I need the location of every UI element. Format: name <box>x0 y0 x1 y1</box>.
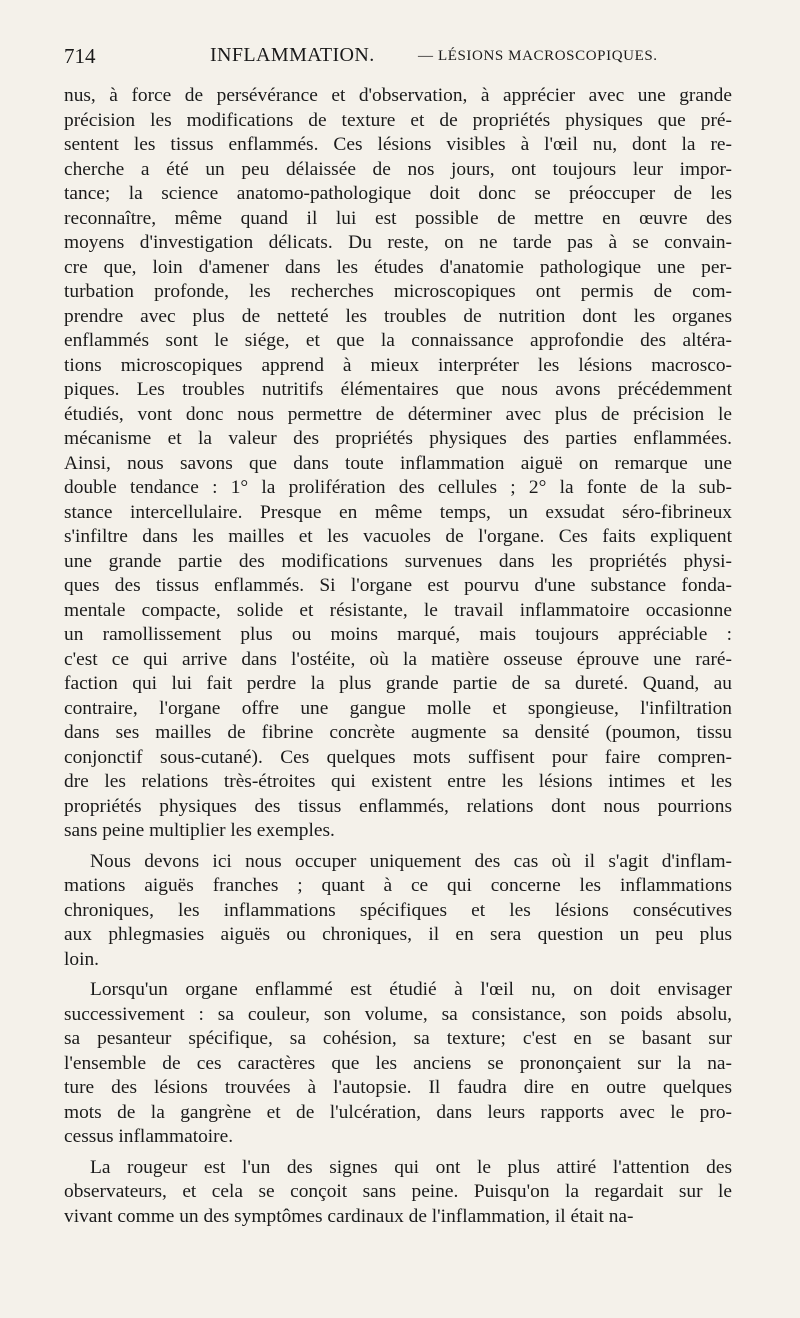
page-number: 714 <box>64 44 96 68</box>
text-line: chroniques, les inflammations spécifiques et les lésions consécutives <box>64 899 732 921</box>
text-line: cherche a été un peu délaissée de nos jours, ont toujours leur impor- <box>64 158 732 180</box>
text-line: précision les modifications de texture et de propriétés physiques que pré- <box>64 109 732 131</box>
text-line: faction qui lui fait perdre la plus grande partie de sa dureté. Quand, au <box>64 673 732 694</box>
running-header <box>64 44 732 76</box>
text-line: enflammés sont le siége, et que la connaissance approfondie des altéra- <box>64 330 732 351</box>
text-line: mécanisme et la valeur des propriétés physiques des parties enflammées. <box>64 428 732 449</box>
text-line: conjonctif sous-cutané). Ces quelques mots suffisent pour faire compren- <box>64 746 732 768</box>
text-line: Nous devons ici nous occuper uniquement des cas où il s'agit d'inflam- <box>90 850 732 872</box>
text-line: un ramollissement plus ou moins marqué, mais toujours appréciable : <box>64 624 732 645</box>
running-title: INFLAMMATION. <box>210 44 375 66</box>
text-line: moyens d'investigation délicats. Du reste, on ne tarde pas à se convain- <box>64 232 732 253</box>
text-line: mots de la gangrène et de l'ulcération, dans leurs rapports avec le pro- <box>64 1101 732 1123</box>
text-line: nus, à force de persévérance et d'observation, à apprécier avec une grande <box>64 85 732 106</box>
text-line: Ainsi, nous savons que dans toute inflammation aiguë on remarque une <box>64 452 732 474</box>
text-line: étudiés, vont donc nous permettre de déterminer avec plus de précision le <box>64 403 732 425</box>
text-line: reconnaître, même quand il lui est possible de mettre en œuvre des <box>64 207 732 229</box>
text-line: sans peine multiplier les exemples. <box>64 820 335 841</box>
text-line: l'ensemble de ces caractères que les anciens se prononçaient sur la na- <box>64 1052 732 1074</box>
text-line: s'infiltre dans les mailles et les vacuoles de l'organe. Ces faits expliquent <box>64 526 732 547</box>
text-line: sa pesanteur spécifique, sa cohésion, sa texture; c'est en se basant sur <box>64 1028 732 1049</box>
text-line: sentent les tissus enflammés. Ces lésions visibles à l'œil nu, dont la re- <box>64 134 732 155</box>
paragraph <box>64 978 732 1150</box>
body-text <box>64 84 732 1229</box>
text-line: La rougeur est l'un des signes qui ont le plus attiré l'attention des <box>90 1156 732 1178</box>
text-line: observateurs, et cela se conçoit sans peine. Puisqu'on la regardait sur le <box>64 1181 732 1202</box>
text-line: turbation profonde, les recherches microscopiques ont permis de com- <box>64 281 732 302</box>
text-line: c'est ce qui arrive dans l'ostéite, où la matière osseuse éprouve une raré- <box>64 648 732 670</box>
text-line: dre les relations très-étroites qui existent entre les lésions intimes et les <box>64 771 732 792</box>
running-subtitle: — LÉSIONS MACROSCOPIQUES. <box>418 48 658 64</box>
text-line: prendre avec plus de netteté les troubles de nutrition dont les organes <box>64 305 732 327</box>
text-line: une grande partie des modifications survenues dans les propriétés physi- <box>64 550 732 572</box>
paragraph <box>64 84 732 844</box>
text-line: Lorsqu'un organe enflammé est étudié à l'œil nu, on doit envisager <box>90 979 732 1000</box>
text-line: tance; la science anatomo-pathologique doit donc se préoccuper de les <box>64 183 732 204</box>
text-line: double tendance : 1° la prolifération des cellules ; 2° la fonte de la sub- <box>64 477 732 498</box>
text-line: cre que, loin d'amener dans les études d'anatomie pathologique une per- <box>64 256 732 278</box>
text-line: aux phlegmasies aiguës ou chroniques, il en sera question un peu plus <box>64 924 732 945</box>
text-line: successivement : sa couleur, son volume, sa consistance, son poids absolu, <box>64 1003 732 1025</box>
text-line: mations aiguës franches ; quant à ce qui concerne les inflammations <box>64 875 732 896</box>
text-line: loin. <box>64 948 100 970</box>
text-line: dans ses mailles de fibrine concrète augmente sa densité (poumon, tissu <box>64 722 732 743</box>
text-line: vivant comme un des symptômes cardinaux de l'inflammation, il était na- <box>64 1205 634 1227</box>
text-line: ture des lésions trouvées à l'autopsie. Il faudra dire en outre quelques <box>64 1077 732 1098</box>
text-line: ques des tissus enflammés. Si l'organe est pourvu d'une substance fonda- <box>64 575 732 596</box>
text-line: tions microscopiques apprend à mieux interpréter les lésions macrosco- <box>64 354 732 376</box>
text-line: piques. Les troubles nutritifs élémentaires que nous avons précédemment <box>64 379 732 400</box>
text-line: cessus inflammatoire. <box>64 1126 234 1147</box>
paragraph <box>64 1156 732 1230</box>
text-line: mentale compacte, solide et résistante, le travail inflammatoire occasionne <box>64 599 732 621</box>
text-line: contraire, l'organe offre une gangue molle et spongieuse, l'infiltration <box>64 697 732 719</box>
text-line: stance intercellulaire. Presque en même temps, un exsudat séro-fibrineux <box>64 501 732 523</box>
paragraph <box>64 850 732 973</box>
text-line: propriétés physiques des tissus enflammés, relations dont nous pourrions <box>64 795 732 817</box>
